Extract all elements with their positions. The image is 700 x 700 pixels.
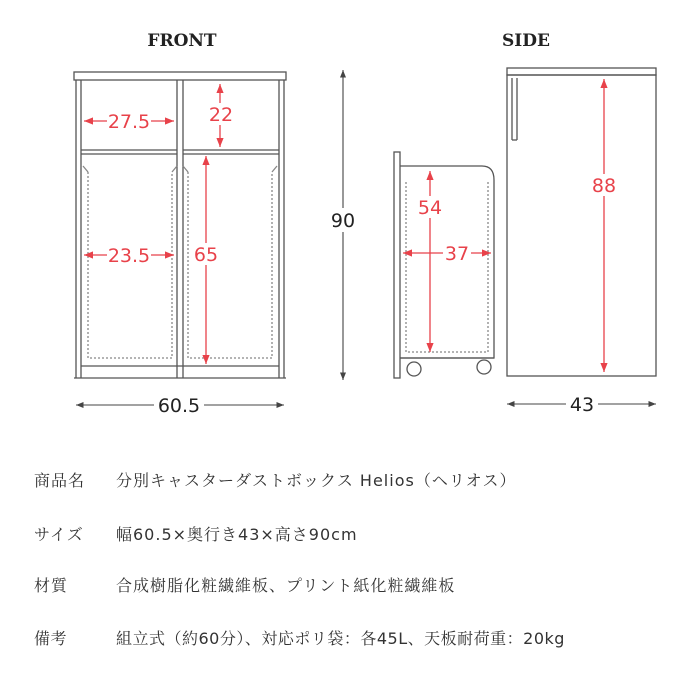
dim-label-bin-width: 23.5 xyxy=(107,245,151,267)
spec-label: 材質 xyxy=(34,576,69,595)
cabinet-side-drawing xyxy=(507,68,656,376)
spec-value: 幅60.5×奥行き43×高さ90cm xyxy=(116,525,358,544)
dim-label-total-width: 60.5 xyxy=(157,395,201,417)
spec-value: 組立式（約60分）、対応ポリ袋：各45L、天板耐荷重：20kg xyxy=(116,629,565,648)
spec-row-size xyxy=(34,521,358,549)
spec-label: 商品名 xyxy=(34,471,86,490)
dim-label-total-height: 90 xyxy=(330,210,356,232)
spec-label: 備考 xyxy=(34,629,68,648)
front-view-title: FRONT xyxy=(147,31,217,51)
spec-value: 合成樹脂化粧繊維板、プリント紙化粧繊維板 xyxy=(116,576,456,595)
spec-row-notes xyxy=(34,625,565,653)
spec-value: 分別キャスターダストボックス Helios（ヘリオス） xyxy=(116,471,517,490)
spec-row-product-name xyxy=(34,467,517,495)
spec-label: サイズ xyxy=(34,525,84,544)
dim-label-bin-depth: 37 xyxy=(444,243,470,265)
dim-label-cabinet-depth: 43 xyxy=(569,394,595,416)
dim-label-drawer-height: 22 xyxy=(208,104,234,126)
side-view-title: SIDE xyxy=(502,31,550,51)
dim-label-bin-inner-height: 54 xyxy=(417,197,443,219)
bin-side-drawing xyxy=(394,152,494,378)
dim-label-cabinet-inner-height: 88 xyxy=(591,175,617,197)
dim-label-bin-height: 65 xyxy=(193,244,219,266)
front-view-drawing xyxy=(74,72,286,378)
spec-row-material xyxy=(34,572,455,600)
dim-label-drawer-width: 27.5 xyxy=(107,111,151,133)
